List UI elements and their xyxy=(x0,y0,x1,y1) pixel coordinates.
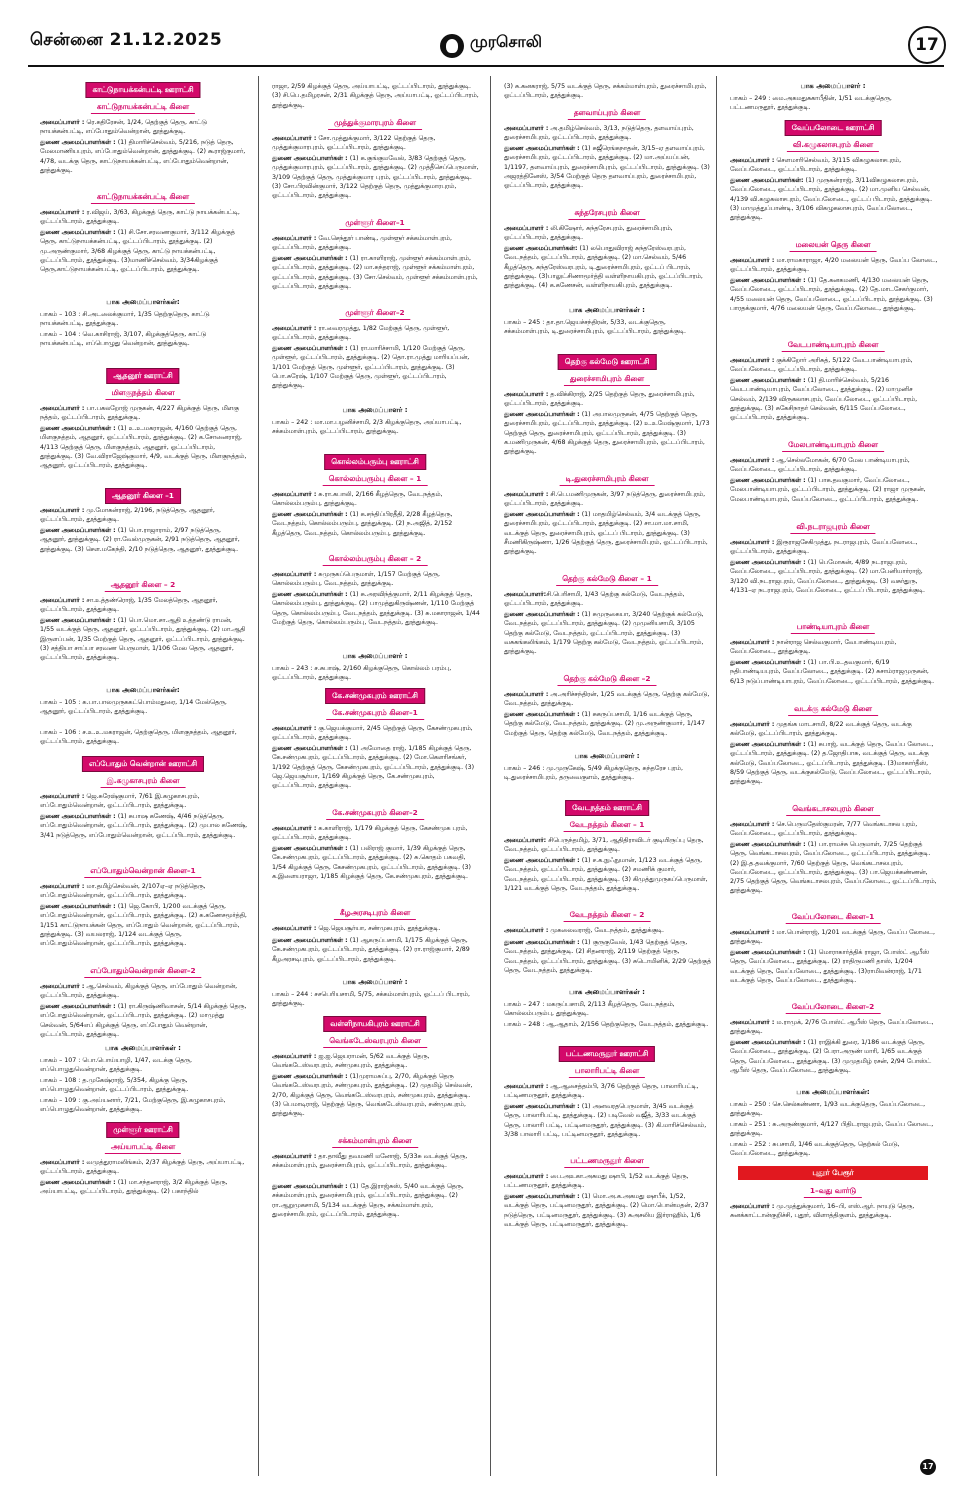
branch-heading: வெங்கடாசலபுரம் கிளை xyxy=(786,802,880,816)
branch-heading: முள்ளூர் கிளை–2 xyxy=(339,306,410,320)
deputy-organizers-entry: துணை அமைப்பாளர்கள் : (1) ராஇக்கி துரை, 1/186 வடக்குத் தெரு, வேப்பலோடை, தூத்துக்குடி. (2) பேரா.அருண் மாரி, 1/65 வடக்குத் தெரு, வேப்பலோடை, தூத்துக்குடி. (3) முமுதமிழ் ரசன், 2/94 போஸ்ட் ஆபீஸ் தெரு, வேப்பலோடை, தூத்துக்குடி. xyxy=(730,1039,931,1074)
branch-heading: காட்டுநாயக்கன்பட்டி கிளை xyxy=(91,100,195,114)
organizer-entry: அமைப்பாளர் : சுமுருகப்பெருமாள், 1/157 மேற்குத் தெரு, கொல்லம்பரும்பு, வேடநத்தம், தூத்துக்குடி. xyxy=(272,571,440,588)
booth-entry: பாகம் – 251 : சு.அருண்குமார், 4/127 பிதிடராஜபுரம், வேப்ப லோடை, தூத்துக்குடி. xyxy=(730,1121,934,1138)
panchayat-heading: பட்டணமருதூர் ஊராட்சி xyxy=(559,1046,655,1062)
deputy-organizers-entry: துணை அமைப்பாளர்கள் : (1) பெமோகன், 4/89 நடராஜபுரம், வேப்பலோடை, ஓட்டப்பிடாரம், தூத்துக்குடி. (2) மா.பேனியார்ராஜ், 3/120 வி.நடராஜபுரம், வேப்பலோடை, தூத்துக்குடி. (3) வசுர்துரு, 4/131–ஏ நடராஜபுரம், வேப்பலோடை, ஓட்டப் பிடாரம், தூத்துக்குடி. xyxy=(730,559,926,594)
organizer-entry: அமைப்பாளர் : வமுத்துராமலிங்கம், 2/37 கிழக்குத் தெரு, அய்யாபட்டி, ஓட்டப்பிடாரம், தூத்துக்குடி. xyxy=(40,1159,245,1176)
masthead xyxy=(0,0,972,62)
deputy-organizers-entry: துணை அமைப்பாளர்கள் : (1) சுமுருகையா, 3/240 தெற்குக் கல்மேடு, வேடநத்தம், ஓட்டப்பிடாரம், தூத்துக்குடி. (2) முமுனியசாமி, 3/105 தெற்கு கல்மேடு, வேடநத்தம், ஓட்டப்பிடாரம், தூத்துக்குடி. (3) வசுகங்கலிங்கம், 1/179 தெற்கு கல்மேடு, வேடநத்தம், ஓட்டப்பிடாரம், தூத்துக்குடி. xyxy=(504,611,704,656)
panchayat-heading: வேப்பலோடை ஊராட்சி xyxy=(785,120,882,136)
deputy-organizers-entry: துணை அமைப்பாளர்கள் : (1) பொ.மொ.சா.ஆதி உத்தண்டு ராமன், 1/55 வடக்குத் தெரு, ஆதனூர், ஓட்டப்பிடாரம், தூத்துக்குடி. (2) மா.ஆதி இருளப்பன், 1/35 மேற்குத் தெரு, ஆதனூர், ஓட்டப்பிடாரம், தூத்துக்குடி. (3) சத்தியா சாப்பா சரவண பெருமாள், 1/106 மேல தெரு, ஆதனூர், ஓட்டப்பிடாரம், தூத்துக்குடி. xyxy=(40,617,246,662)
column-divider xyxy=(490,76,491,1476)
branch-heading: மிளகுநத்தம் கிளை xyxy=(105,386,180,400)
booth-organizers-heading: பாக அமைப்பாளர் : xyxy=(342,652,408,660)
organizer-entry: அமைப்பாளர் : முதங்க மாடசாமி, 8/22 வடக்குத் தெரு, வடக்கு கல்மேடு, ஓட்டப்பிடாரம், தூத்துக்குடி. xyxy=(730,721,912,738)
organizer-entry: அமைப்பாளர் : சௌமாரிசெல்வம், 3/115 விகழுகலாசபுரம், வேப்பலோடை, ஓட்டப்பிடாரம், தூத்துக்குடி. xyxy=(730,157,902,174)
panchayat-heading: தெற்கு கல்மேடு ஊராட்சி xyxy=(558,354,657,370)
deputy-organizers-entry: துணை அமைப்பாளர்கள்: (1) லபொதுவிராஜ் சுந்தரேஸ்வரபுரம், வேடநத்தம், ஓட்டப்பிடாரம், தூத்துக்குடி. (2) மா.செல்வம், 5/46 கீழத்தெரு, சுந்தரேஸ்வரபுரம், டி.துரைச்சாமிபுரம், ஓட்டப் பிடாரம், தூத்துக்குடி. (3)பாலுட்சிணாமூர்த்தி வள்ளிநாயகிபுரம், ஓட்டப்பிடாரம், தூத்துக்குடி. (4) க.கணேசன், வள்ளிநாயகிபுரம், தூத்துக்குடி. xyxy=(504,245,703,290)
booth-organizers-heading: பாக அமைப்பாளர்கள்: xyxy=(796,1088,870,1096)
booth-entry: பாகம் – 248 : ஆ.ஆதாம், 2/156 தெற்குதெரு, வேடநத்தம், தூத்துக்குடி. xyxy=(504,1021,709,1028)
branch-heading: கொல்லம்பரும்பு கிளை – 2 xyxy=(323,552,428,566)
branch-heading: கொல்லம்பரும்பு கிளை – 1 xyxy=(323,472,428,486)
column-4 xyxy=(720,76,946,1476)
deputy-organizers-entry: துணை அமைப்பாளர்கள் : (1) ரா.மாரிச்சாமி, 1/120 மேற்குத் தெரு, முள்ளூர், ஓட்டப்பிடாரம், தூத்துக்குடி. (2) தொ.ரா.முத்து மாரியப்பன், 1/101 மேற்குத் தெரு, முள்ளூர், ஓட்டப்பிடாரம், தூத்துக்குடி. (3) பொ.சுரேஷ், 1/107 மேற்குத் தெரு, முள்ளூர், ஓட்டப்பிடாரம், தூத்துக்குடி. xyxy=(272,345,470,390)
booth-entry: பாகம் – 247 : மகருப்பசாமி, 2/113 கீழத்தெரு, வேடநத்தம், கொல்லம்பரும்பு, தூத்துக்குடி. xyxy=(504,1001,675,1018)
deputy-organizers-entry: துணை அமைப்பாளர்கள் : (1) க.சந்திப்பிரதீதி, 2/28 கீழத்தெரு, வேடநத்தம், கொல்லம்பரும்பு, தூத்துக்குடி. (2) ந.அஜித், 2/152 கீழத்தெரு, வேடநத்தம், கொல்லம்பரும்பு, தூத்துக்குடி. xyxy=(272,511,453,537)
column-3 xyxy=(494,76,720,1476)
branch-heading: வேடநத்தம் கிளை – 1 xyxy=(564,818,651,832)
organizer-entry: அமைப்பாளர் : பை.அஉகா.அசுமது ஷாபி, 1/52 வடக்குத் தெரு, பட்டணமருதூர், தூத்துக்குடி. xyxy=(504,1173,689,1190)
booth-entry: பாகம் – 106 : ச.உ.உ.மகராஜன், தெற்குதெரு, மிளகுநத்தம், ஆதனூர், ஓட்டப்பிடாரம், தூத்துக்குடி. xyxy=(40,729,237,746)
panchayat-heading: முள்ளூர் ஊராட்சி xyxy=(106,1122,179,1138)
organizer-entry: அமைப்பாளர் : முகலைவராஜ், வேடநத்தம், தூத்துக்குடி. xyxy=(504,927,665,934)
branch-heading: அய்யாபட்டி கிளை xyxy=(105,1140,181,1154)
deputy-organizers-entry: துணை அமைப்பாளர்கள் : (1) அபாலமுருகன், 4/75 தெற்குத் தெரு, துரைச்சாமிபுரம், ஓட்டப்பிடாரம், தூத்துக்குடி. (2) உ.உமேஷ்குமார், 1/73 தெற்குத் தெரு, துரைச்சாமிபுரம், ஓட்டப்பிடாரம், தூத்துக்குடி. (3) க.மணிமுருகன், 4/68 கிழக்குத் தெரு, துரைச்சாமிபுரம், ஓட்டப்பிடாரம், தூத்துக்குடி. xyxy=(504,411,710,456)
deputy-organizers-entry: துணை அமைப்பாளர்கள் : (1) மா.சந்தனராஜ், 3/2 கிழக்குத் தெரு, அய்யாபட்டி, ஓட்டப்பிடாரம், தூத்துக்குடி. (2) பகாந்தில் xyxy=(40,1179,228,1196)
deputy-organizers-entry: துணை அமைப்பாளர்கள் : (1) குருகுவேல், 1/43 தெற்குத் தெரு, வேடநத்தம், தூத்துக்குடி. (2) சிதனராஜ், 2/119 தெற்குத் தெரு, வேடநத்தம், ஓட்டப்பிடாரம், தூத்துக்குடி. (3) சுடொமினிக், 2/29 தெற்குத் தெரு, வேடநத்தம், தூத்துக்குடி. xyxy=(504,939,712,974)
deputy-organizers-entry: துணை அமைப்பாளர்கள் : (1) தி.மாரிச்செல்வம், 5/216 வெடபாண்டியாபுரம், வேப்பலோடை, தூத்துக்குடி. (2) மாமுனிச செல்வம், 2/139 விருகலாசபுரம், வேப்பலோடை, ஓட்டப்பிடாரம், தூத்துக்குடி. (3) சுகேசிநாதர் செல்வன், 6/115 வேப்பலோடை, ஓட்டப்பிடாரம், தூத்துக்குடி. xyxy=(730,377,918,422)
branch-heading: முத்துக்குமாரபுரம் கிளை xyxy=(328,116,422,130)
organizer-entry: அமைப்பாளர் : கு.ஜெயக்குமார், 2/45 தெற்குத் தெரு, கேசண்முகபுரம், ஓட்டப்பிடாரம், தூத்துக்குடி. xyxy=(272,725,473,742)
deputy-organizers-entry: துணை அமைப்பாளர்கள் : (1) தே.இராஜ்சுஸ், 5/40 வடக்குத் தெரு, சக்கம்மாள்புரம், துரைச்சாமிபுரம், ஓட்டப்பிடாரம், தூத்துக்குடி. (2) ரா.ஆறுமுகசாமி, 5/134 வடக்குத் தெரு, சக்கம்மாள்புரம், துரைச்சாமிபுரம், ஓட்டப்பிடாரம், தூத்துக்குடி. xyxy=(272,1183,464,1218)
rising-sun-logo-icon xyxy=(440,34,464,58)
organizer-entry: அமைப்பாளர் : மா.பொன்ராஜ், 1/201 வடக்குத் தெரு, வேப்ப லோடை, தூத்துக்குடி. xyxy=(730,929,936,946)
booth-organizers-heading: பாக அமைப்பாளர் : xyxy=(342,978,408,986)
organizer-entry: அமைப்பாளர் : த.விக்கிராஜ், 2/25 தெற்குத் தெரு, துரைச்சாமிபுரம், ஓட்டப்பிடாரம், தூத்துக்குடி. xyxy=(504,391,695,408)
organizer-entry: அமைப்பாளர் : ஆ.செல்வம், கிழக்குத் தெரு, எப்போதும் வென்றான், ஓட்டப்பிடாரம், தூத்துக்குடி. xyxy=(40,983,238,1000)
deputy-organizers-entry: துணை அமைப்பாளர்கள்: (1) முருகன்ராஜ், 3/11விகழுகலாசபுரம், வேப்பலோடை, ஓட்டப்பிடாரம், தூத்துக்குடி. (2) மா.முனிய செல்வன், 4/139 வி.கழுகலாசபுரம், வேப்பலோடை, ஓட்டப் பிடாரம், தூத்துக்குடி. (3) மாமுத்துப்பாண்டி, 3/106 விகழுகலாசபுரம், வேப்பலோடை, தூத்துக்குடி. xyxy=(730,177,933,222)
booth-entry: பாகம் – 243 : ச.சுபாஷ், 2/160 கிழக்குதெரு, கொல்லம் பரம்பு, ஓட்டப்பிடாரம், தூத்துக்குடி. xyxy=(272,665,452,682)
panchayat-heading: ஆதனூர் ஊராட்சி xyxy=(106,368,179,384)
deputy-organizers-entry: துணை அமைப்பாளர்கள் : (1) ரா.காளிராஜ், முள்ளூர் சக்கம்மாள்புரம், ஓட்டப்பிடாரம், தூத்துக்குடி. (2) மா.சுந்தராஜ், முள்ளூர் சக்கம்மாள்புரம், ஓட்டப்பிடாரம், தூத்துக்குடி. (3) சோ.செல்வம், முள்ளூர் சக்கம்மாள்புரம், ஓட்டப்பிடாரம், தூத்துக்குடி. xyxy=(272,255,478,290)
branch-heading: தெற்கு கல்மேடு கிளை – 1 xyxy=(556,572,658,586)
deputy-organizers-entry: துணை அமைப்பாளர்கள் : (1) மாதமிழ்செல்வம், 3/4 வடக்குத் தெரு, துரைச்சாமிபுரம், ஓட்டப்பிடாரம், தூத்துக்குடி. (2) சா.மா.மா.சாமி, வடக்குத் தெரு, துரைச்சாமிபுரம், ஓட்டப் பிடாரம், தூத்துக்குடி. (3) சீமணிகிருஷ்ணா, 1/26 தெற்குத் தெரு, துரைச்சாமிபுரம், ஓட்டப்பிடாரம், தூத்துக்குடி. xyxy=(504,511,708,556)
organizer-entry: அமைப்பாளர் : இரூராஜசேகிமுத்து, நடராஜபுரம், வேப்பலோடை, ஓட்டப்பிடாரம், தூத்துக்குடி. xyxy=(730,539,918,556)
organizer-entry: அமைப்பாளர் : அ.அரிச்சந்திரன், 1/25 வடக்குத் தெரு, தெற்கு கல்மேடு, வேடநத்தம், தூத்துக்குடி. xyxy=(504,691,710,708)
booth-entry: பாகம் – 246 : மு.முருகேஷ், 5/49 கிழக்குதெரு, சுந்தரேச புரம், டி.துரைச்சாமிபுரம், தருவைகுளம், தூத்துக்குடி. xyxy=(504,765,683,782)
booth-organizers-heading: பாக அமைப்பாளர் : xyxy=(800,82,866,90)
organizer-entry: அமைப்பாளர் : மா.ராமகாராஜா, 4/20 மலையன் தெரு, வேப்ப லோடை, ஓட்டப்பிடாரம், தூத்துக்குடி. xyxy=(730,257,938,274)
booth-entry: பாகம் – 245 : தா.தா.ஜெயச்சந்திரன், 5/33, வடக்குதெரு, சக்கம்மாள்புரம், டி.துரைச்சாமிபுரம், ஓட்டப்பிடாரம், தூத்துக்குடி. xyxy=(504,319,686,336)
booth-organizers-heading: பாக அமைப்பாளர் : xyxy=(342,406,408,414)
organizer-entry: அமைப்பாளர் : ஜெ.ஜெயசூர்யா, சண்முகபுரம், தூத்துக்குடி. xyxy=(272,925,441,932)
deputy-organizers-entry: துணை அமைப்பாளர்கள் : (1) க.குங்குமவேல், 3/83 தெற்குத் தெரு, முத்துக்குமாரபுரம், ஓட்டப்பிடாரம், தூத்துக்குடி. (2) முத்தீசெப்பெருமாள், 3/109 தெற்குத் தெரு, முத்துக்குமார புரம், ஓட்டப்பிடாரம், தூத்துக்குடி. (3) சோ.பிரவின்குமார், 3/122 தெற்குத் தெரு, முத்துக்குமாரபுரம், ஓட்டப்பிடாரம், தூத்துக்குடி. xyxy=(272,155,479,200)
booth-organizers-heading: பாக அமைப்பாளர்கள்: xyxy=(106,686,180,694)
organizer-entry: அமைப்பாளர் : சு.ரா.கபாலி, 2/166 கீழத்தெரு, வேடநத்தம், கொல்லம்பரும்பு, தூத்துக்குடி. xyxy=(272,491,443,508)
panchayat-heading: வேடநத்தம் ஊராட்சி xyxy=(565,800,649,816)
organizer-entry: அமைப்பாளர் : ரெ.கதிரேசன், 1/24, தெற்குத் தெரு, காட்டு நாயக்கன்பட்டி, எப்போதும்வென்றான், தூத்துக்குடி. xyxy=(40,119,207,136)
booth-entry: பாகம் – 242 : மா.மா.பழனிச்சாமி, 2/3 கிழக்குதெரு, அய்யாபட்டி, சக்கம்மாள்புரம், ஓட்டப்பிடாரம், தூத்துக்குடி. xyxy=(272,419,462,436)
organizer-entry: அமைப்பாளர் : சா.உத்தண்ரொஜ், 1/35 மேலத்தெரு, ஆதனூர், ஓட்டப்பிடாரம், தூத்துக்குடி. xyxy=(40,597,218,614)
branch-heading: டி.துரைச்சாமிபுரம் கிளை xyxy=(560,472,655,486)
deputy-organizers-entry: துணை அமைப்பாளர்கள் : (1) ரா.கிருஷ்ணிவாசன், 5/14 கிழக்குத் தெரு, எப்போதும்வென்றான், ஓட்டப்பிடாரம், தூத்துக்குடி. (2) மாமுத்து செல்வன், 5/64எப் கிழக்குத் தெரு, எப்போதும் வென்றான், ஓட்டப்பிடாரம், தூத்துக்குடி. xyxy=(40,1003,247,1038)
deputy-organizers-entry: துணை அமைப்பாளர்கள் : (1) ச.க.நுஃநுமான், 1/123 வடக்குத் தெரு, வேடநத்தம், ஓட்டப்பிடாரம், தூத்துக்குடி. (2) சமணிக் குமார், வேடநத்தம், ஓட்டப்பிடாரம், தூத்துக்குடி. (3) கிமுத்துமுருகப்பெருமாள், 1/121 வடக்குத் தெரு, வேடநத்தம், தூத்துக்குடி. xyxy=(504,857,708,892)
booth-organizers-heading: பாக அமைப்பாளர்கள் : xyxy=(569,306,645,314)
panchayat-heading: காட்டுநாயக்கன்பட்டி ஊராட்சி xyxy=(85,82,200,98)
booth-organizers-heading: பாக அமைப்பாளர் : xyxy=(574,752,640,760)
footer-page-number: 17 xyxy=(920,1459,936,1475)
panchayat-heading: கே.சண்முகபுரம் ஊராட்சி xyxy=(325,688,425,704)
deputy-organizers-entry: துணை அமைப்பாளர்கள் : (1) பலிராஜ் குமார், 1/39 கிழக்குத் தெரு, கே.சண்முகபுரம், ஓட்டப்பிடாரம், தூத்துக்குடி. (2) சு.கொதம் பகவதி, 1/54 கிழக்குத் தெரு, கேசண்முகபுரம், ஓட்டப்பிடாரம், தூத்துக்குடி. (3) க.இளையராஜா, 1/185 கிழக்குத் தெரு, கே.சண்முகபுரம், தூத்துக்குடி. xyxy=(272,845,472,880)
deputy-organizers-entry: துணை அமைப்பாளர்கள் : (1) சுபாஷ கணேஷ், 4/46 நடுத்தெரு, எப்போதும்வென்றான், ஓட்டப்பிடாரம், தூத்துக்குடி. (2) முபால கணேஷ், 3/41 நடுத்தெரு, எப்போதும்வென்றான், ஓட்டப்பிடாரம், தூத்துக்குடி. xyxy=(40,813,248,839)
organizer-entry: அமைப்பாளர் : தா.தாவீது தவமணி மனோஜ், 5/33சு வடக்குத் தெரு, சக்கம்மாள்புரம், துரைச்சாமிபுரம், ஓட்டப்பிடாரம், தூத்துக்குடி. xyxy=(272,1153,468,1170)
deputy-organizers-entry: துணை அமைப்பாளர்கள் : (1)முராமசுப்பு, 2/70, கிழக்குத் தெரு வெங்கடேஸ்வரபுரம், சண்முகபுரம், தூத்துக்குடி. (2) முதமிழ் செல்வன், 2/70, கிழக்குத் தெரு, வெங்கடேஸ்வரபுரம், சண்முகபுரம், தூத்துக்குடி. (3) பெமாடிராஜ், தெற்குத் தெரு, வெங்கடேஸ்வரபுரம், சண்முகபுரம், தூத்துக்குடி. xyxy=(272,1073,473,1118)
ward-heading: 1–வது வார்டு xyxy=(804,1184,862,1198)
organizer-entry: அமைப்பாளர் : ரா.வைரமுத்து, 1/82 மேற்குத் தெரு, முள்ளூர், ஓட்டப்பிடாரம், தூத்துக்குடி. xyxy=(272,325,450,342)
deputy-organizers-entry: துணை அமைப்பாளர்கள் : (1) பா.பி.உ.தவகுமார், 6/19 நதிபாண்டியபுரம், வேப்பலோடை, தூத்துக்குடி. (2) சுசாம்ராஜமுருகன், 6/13 நடுப்பாண்டியாபுரம், வேப்பலோடை, ஓட்டப்பிடாரம், தூத்துக்குடி. xyxy=(730,659,935,685)
deputy-organizers-entry: துணை அமைப்பாளர்கள் : (1) சுஜீரெங்கநாதன், 3/15–ஏ தளவாய்புரம், துரைச்சாமிபுரம், ஓட்டப்பிடாரம், தூத்துக்குடி. (2) மா.அய்யப்பன், 1/1197, தளவாய்புரம், துரைச்சாமிபுரம், ஓட்டப்பிடாரம், தூத்துக்குடி. (3) அஜரத்தினேஸ், 3/54 மேற்குத் தெரு தளவாய்புரம், துரைச்சாமிபுரம், ஓட்டப்பிடாரம், தூத்துக்குடி. xyxy=(504,145,710,190)
booth-entry: பாகம் – 109 : கு.அய்யனார், 7/21, மேற்குதெரு, இ.கழுகாசபுரம், எப்பொழுதுவென்றான், தூத்துக்குடி. xyxy=(40,1097,226,1114)
deputy-organizers-entry: துணை அமைப்பாளர்கள் : (1) பாக.தவகுமார், வேப்பலோடை, மேலபாண்டியாபுரம், ஓட்டப்பிடாரம், தூத்துக்குடி. (2) ராஜா முருகன், மேலபாண்டியாபுரம், வேப்பலோடை, ஓட்டப்பிடாரம், தூத்துக்குடி. xyxy=(730,477,926,503)
deputy-organizers-entry: துணை அமைப்பாளர்கள் : (1) அனவரதபெருமாள், 3/45 வடக்குத் தெரு, பாலாரிபட்டி, தூத்துக்குடி. (2) படிவேல் வஜீத், 3/33 வடக்குத் தெரு, பாலாரி பட்டி, பட்டினமருதூர், தூத்துக்குடி. (3) கி.மாரிச்செல்வம், 3/38 பாலாரி பட்டி, பட்டினமருதூர், தூத்துக்குடி. xyxy=(504,1103,707,1138)
organizer-entry: அமைப்பாளர்: சிபெருந்தமிழ், 3/71, ஆதிதிராவிடர் குடியிருப்பு தெரு, வேடநத்தம், ஓட்டப்பிடாரம், தூத்துக்குடி. xyxy=(504,837,704,854)
organizer-entry: அமைப்பாளர் : மு.முத்துக்குமார், 16–பி, எஸ்.ஆர். நாயுடு தெரு, சுனக்காட்டான்குறிச்சி, புதூர், விளாத்திகுளம், தூத்துக்குடி. xyxy=(730,1203,915,1220)
organizer-entry: அமைப்பாளர் : ஐ.ஐ.ஜெயராமன், 5/62 வடக்குத் தெரு, வெங்கடேஸ்வரபுரம், சண்முகபுரம், தூத்துக்குடி. xyxy=(272,1053,430,1070)
booth-entry: பாகம் – 252 : சுபசாமி, 1/46 வடக்குத்தெரு, தெற்கல் மேடு, வேப்பலோடை, தூத்துக்குடி. xyxy=(730,1141,900,1158)
branch-heading: வேப்பலோடை கிளை–2 xyxy=(786,1000,881,1014)
booth-entry: பாகம் – 108 : த.முகேஷ்ராஜ், 5/354, கிழக்கு தெரு, எப்பொழுதுவென்றான், ஓட்டப்பிடாரம், தூத்துக்குடி. xyxy=(40,1077,189,1094)
column-divider xyxy=(258,76,259,1476)
town-panchayat-heading: புதூர் பேரூர் xyxy=(738,1166,928,1180)
organizer-entry: அமைப்பாளர் : அ.தமிழ்செல்வம், 3/13, நடுத்தெரு, தளவாய்புரம், துரைச்சாமிபுரம், ஓட்டப்பிடாரம், தூத்துக்குடி. xyxy=(504,125,694,142)
branch-heading: காட்டுநாயக்கன்பட்டி கிளை xyxy=(91,190,195,204)
panchayat-heading: எப்போதும் வென்றான் ஊராட்சி xyxy=(82,756,204,772)
column-1 xyxy=(30,76,256,1476)
branch-heading: வேடபாண்டியாபுரம் கிளை xyxy=(782,338,885,352)
deputy-organizers-entry: துணை அமைப்பாளர்கள் : (1) சுபாஜ், வடக்குத் தெரு, வேப்ப லோடை, ஓட்டப்பிடாரம், தூத்துக்குடி. (2) த.ஜோதிபாசு, வடக்குத் தெரு, வடக்கு கல்மேடு, வேப்பலோடை, ஓட்டப்பிடாரம், தூத்துக்குடி. (3)மாகார்தீஸ், 8/59 தெற்குத் தெரு, வடக்குகல்மேடு, வேப்பலோடை, ஓட்டப்பிடாரம், தூத்துக்குடி. xyxy=(730,741,934,786)
branch-heading: ஆதனூர் கிளை –1 xyxy=(105,488,181,504)
organizer-entry: அமைப்பாளர் : ஆ.ஆசைத்தம்பி, 3/76 தெற்குத் தெரு, பாலாரிபட்டி, பட்டிணமருதூர், தூத்துக்குடி. xyxy=(504,1083,699,1100)
branch-heading: எப்போதும்வென்றான் கிளை–1 xyxy=(84,864,201,878)
deputy-organizers-entry: துணை அமைப்பாளர்கள் : (1) உ.உ.மகராஜன், 4/160 தெற்குத் தெரு, மிளகுநத்தம், ஆதனூர், ஓட்டப்பிடாரம், தூத்துக்குடி. (2) க.சோனைராஜ், 4/113 தெற்குத் தெரு, மிளகுநத்தம், ஆதனூர், ஓட்டப்பிடாரம், தூத்துக்குடி. (3) வே.விராஜேஷ்குமார், 4/9, வடக்குத் தெரு, மிளகுநத்தம், ஆதனூர், ஓட்டப்பிடாரம், தூத்துக்குடி. xyxy=(40,425,247,470)
booth-organizers-heading: பாக அமைப்பாளர்கள்: xyxy=(106,298,180,306)
branch-heading: தெற்கு கல்மேடு கிளை –2 xyxy=(557,672,656,686)
newspaper-name: முரசொலி xyxy=(470,32,542,51)
organizer-entry: அமைப்பாளர் : நான்ராஜ செல்வகுமார், வேபாண்டியபுரம், வேப்பலோடை, தூத்துக்குடி. xyxy=(730,639,897,656)
organizer-entry: அமைப்பாளர்:சி.பெரிசாமி, 1/43 தெற்கு கல்மேடு, வேடநத்தம், ஓட்டப்பிடாரம், தூத்துக்குடி. xyxy=(504,591,685,608)
deputy-organizers-entry: துணை அமைப்பாளர்கள் : (1) பொ.ராஜாராம், 2/97 நடுத்தெரு, ஆதனூர், தூத்துக்குடி. (2) ரா.வேல்முருகன், 2/91 நடுத்தெரு, ஆதனூர், தூத்துக்குடி. (3) சௌ.மகேந்தி, 2/10 நடுத்தெரு, ஆதனூர், தூத்துக்குடி. xyxy=(40,527,240,553)
organizer-entry: அமைப்பாளர் : ஆ.செல்லமோகன், 6/70 மேல பாண்டியாபுரம், வேப்பலோடை, ஓட்டப்பிடாரம், தூத்துக்குடி. xyxy=(730,457,910,474)
branch-heading: மேலபாண்டியாபுரம் கிளை xyxy=(782,438,884,452)
booth-entry: பாகம் – 250 : செ.செல்கண்ணா, 1/93 வடக்குதெரு, வேப்பலோடை, தூத்துக்குடி. xyxy=(730,1101,926,1118)
organizer-entry: அமைப்பாளர் : ம.ராமுக், 2/76 போஸ்ட் ஆபீஸ் தெரு, வேப்பலோடை, தூத்துக்குடி. xyxy=(730,1019,934,1036)
continued-entry: (3) சு.கனகராஜ், 5/75 வடக்குத் தெரு, சக்கம்மாள்புரம், துரைச்சாமிபுரம், ஓட்டப்பிடாரம், தூத்துக்குடி. xyxy=(504,83,707,100)
deputy-organizers-entry: துணை அமைப்பாளர்கள் : (1) பா.ராமச்சு பெருமாள், 7/25 தெற்குத் தெரு, வெங்கடாசலபுரம், வேப்பலோடை, ஓட்டப்பிடாரம், தூத்துக்குடி. (2) இ.த.தவக்குமார், 7/60 தெற்குத் தெரு, வெங்கடாசலபுரம், வேப்பலோடை, ஓட்டப்பிடாரம், தூத்துக்குடி. (3) பா.ஜெயக்கண்ணன், 2/75 தெற்குத் தெரு, வெங்கடாசலபுரம், வேப்பலோடை, ஓட்டப்பிடாரம், தூத்துக்குடி. xyxy=(730,841,937,895)
branch-heading: கே.சண்முகபுரம் கிளை–2 xyxy=(326,806,424,820)
deputy-organizers-entry: துணை அமைப்பாளர்கள் : (1) ஆகருப்பசாமி, 1/175 கிழக்குத் தெரு, கே.சண்முகபுரம், ஓட்டப்பிடாரம், தூத்துக்குடி. (2) ரா.ராஜ்குமார், 2/89 கீழஅரசடிபுரம், ஓட்டப்பிடாரம், தூத்துக்குடி. xyxy=(272,937,470,963)
continued-entry: ராஜா, 2/59 கிழக்குத் தெரு, அய்யாபட்டி, ஓட்டப்பிடாரம், தூத்துக்குடி. (3) சி.பெ.தமிழரசன், 2/31 கிழக்குத் தெரு, அய்யாபட்டி, ஓட்டப்பிடாரம், தூத்துக்குடி. xyxy=(272,83,479,109)
organizer-entry: அமைப்பாளர் : குக்கிறோர் அரிசுத், 5/122 வேடபாண்டியாபுரம், வேப்பலோடை, ஓட்டப்பிடாரம், தூத்துக்குடி. xyxy=(730,357,913,374)
booth-entry: பாகம் – 105 : க.பா.பாலமுருககட்பொம்மதுரை, 1/14 மேல்தெரு, ஆதனூர், ஓட்டப்பிடாரம், தூத்துக்குடி. xyxy=(40,699,227,716)
booth-entry: பாகம் – 249 : மை.அகமதுசுகாபீதின், 1/51 வடக்குதெரு, பட்டணமருதூர், தூத்துக்குடி. xyxy=(730,95,892,112)
branch-heading: இ.கழுகாசபுரம் கிளை xyxy=(101,774,186,788)
organizer-entry: அமைப்பாளர் : சோ.முத்துக்குமார், 3/122 தெற்குத் தெரு, முத்துக்குமாரபுரம், ஓட்டப்பிடாரம், தூத்துக்குடி. xyxy=(272,135,436,152)
column-2 xyxy=(262,76,488,1476)
deputy-organizers-entry: துணை அமைப்பாளர்கள் : (1) திமாரிச்செல்வம், 5/216, நடுத் தெரு, மேலமாணியபுரம், எப்போதும்வென்றான், தூத்துக்குடி. (2) கூராஜ்குமார், 4/78, வடக்கு தெரு, காட்டுநாயக்கன்பட்டி, எப்போதும்வென்றான், தூத்துக்குடி. xyxy=(40,139,246,174)
branch-heading: கீழஅரசடிபுரம் கிளை xyxy=(334,906,416,920)
branch-heading: வெங்கடேஸ்வரபுரம் கிளை xyxy=(323,1034,427,1048)
booth-entry: பாகம் – 103 : சி.அடலைக்குமார், 1/35 தெற்குதெரு, காட்டு நாயக்கன்பட்டி, தூத்துக்குடி. xyxy=(40,311,210,328)
deputy-organizers-entry: துணை அமைப்பாளர்கள் : (1) சி.சோ.சரவணகுமார், 3/112 கிழக்குத் தெரு, காட்டுநாயக்கன்பட்டி, ஓட்டப்பிடாரம், தூத்துக்குடி. (2) மு.அருண்குமார், 3/68 கிழக்குத் தெரு, காட்டு நாயக்கன்பட்டி, ஓட்டப்பிடாரம், தூத்துக்குடி. (3)மாணிச்செல்வம், 3/34கிழக்குத் தெரு,காட்டுநாயக்கன்பட்டி, ஓட்டப்பிடாரம், தூத்துக்குடி. xyxy=(40,229,235,274)
booth-organizers-heading: பாக அமைப்பாளர்கள் : xyxy=(105,1044,181,1052)
branch-heading: தளவாய்புரம் கிளை xyxy=(568,106,646,120)
branch-heading: மலையன் தெரு கிளை xyxy=(790,238,877,252)
organizer-entry: அமைப்பாளர் : ஜெ.சுரேஷ்குமார், 7/61 இ.கழுகாசபுரம், எப்போதும்வென்றான், ஓட்டப்பிடாரம், தூத்துக்குடி. xyxy=(40,793,200,810)
booth-organizers-heading: பாக அமைப்பாளர்கள் : xyxy=(569,988,645,996)
branch-heading: பட்டணமருதூர் கிளை xyxy=(564,1154,649,1168)
organizer-entry: அமைப்பாளர் : க.காளிராஜ், 1/179 கிழக்குத் தெரு, கேசண்முக புரம், ஓட்டப்பிடாரம், தூத்துக்குடி. xyxy=(272,825,468,842)
deputy-organizers-entry: துணை அமைப்பாளர்கள் : (1) ஜெ.கோபி, 1/200 வடக்குத் தெரு, எப்போதும்வென்றான், ஓட்டப்பிடாரம், தூத்துக்குடி. (2) க.கணேசமூர்த்தி, 1/151 காட்டுநாயக்கன் தெரு, எப்போதும் வென்றான், ஓட்டப்பிடாரம், தூத்துக்குடி. (3) வயலராஜ், 1/124 வடக்குத் தெரு, எப்போதும்வென்றான், ஓட்டப்பிடாரம், தூத்துக்குடி. xyxy=(40,903,247,948)
branch-heading: சுந்தரேசபுரம் கிளை xyxy=(568,206,645,220)
branch-heading: கே.சண்முகபுரம் கிளை–1 xyxy=(326,706,424,720)
branch-heading: துரைச்சாமிபுரம் கிளை xyxy=(564,372,650,386)
branch-heading: வேடநத்தம் கிளை – 2 xyxy=(564,908,651,922)
panchayat-heading: வள்ளிநாயகிபுரம் ஊராட்சி xyxy=(323,1016,426,1032)
branch-heading: பாண்டியாபுரம் கிளை xyxy=(791,620,875,634)
branch-heading: முள்ளூர் கிளை–1 xyxy=(339,216,410,230)
branch-heading: பாலாரிபட்டி கிளை xyxy=(569,1064,645,1078)
page-number-badge: 17 xyxy=(908,26,946,64)
branch-heading: ஆதனூர் கிளை – 2 xyxy=(105,578,181,592)
branch-heading: வி.நடராஜபுரம் கிளை xyxy=(790,520,875,534)
organizer-entry: அமைப்பாளர் : ர.விஜய், 3/63, கிழக்குத் தெரு, காட்டு நாயக்கன்பட்டி, ஓட்டப்பிடாரம், தூத்துக்குடி. xyxy=(40,209,240,226)
organizer-entry: அமைப்பாளர் : மு.மோகன்ராஜ், 2/196, நடுத்தெரு, ஆதனூர், ஓட்டப்பிடாரம், தூத்துக்குடி. xyxy=(40,507,215,524)
masthead-date: சென்னை 21.12.2025 xyxy=(30,30,223,50)
masthead-rule xyxy=(28,65,944,67)
panchayat-heading: கொல்லம்பரும்பு ஊராட்சி xyxy=(324,454,426,470)
booth-entry: பாகம் – 104 : வெ.காசிராஜ், 3/107, கிழக்குத்தெரு, காட்டு நாயக்கன்பட்டி, எப்பொழுது வென்றான், தூத்துக்குடி. xyxy=(40,331,207,348)
deputy-organizers-entry: துணை அமைப்பாளர்கள் : (1) மொராகார்த்திக் ராஜா, போஸ்ட் ஆபீஸ் தெரு, வேப்பலோடை, தூத்துக்குடி. (2) ராதிருமணி தாஸ், 1/204 வடக்குத் தெரு, வேப்பலோடை, தூத்துக்குடி. (3)ராமிவன்ராஜ், 1/71 வடக்குத் தெரு, வேப்பலோடை, தூத்துக்குடி. xyxy=(730,949,930,984)
deputy-organizers-entry: துணை அமைப்பாளர்கள் : (1) அமோதை ராஜ், 1/185 கிழக்குத் தெரு, கே.சண்முகபுரம், ஓட்டப்பிடாரம், தூத்துக்குடி. (2) மோ.கௌரிசங்கர், 1/192 தெற்குத் தெரு, கேசண்முகபுரம், ஓட்டப்பிடாரம், தூத்துக்குடி. (3) ஜெ.ஜெயசூர்யா, 1/169 கிழக்குத் தெரு, கே.சண்முகபுரம், ஓட்டப்பிடாரம், தூத்துக்குடி. xyxy=(272,745,475,790)
booth-entry: பாகம் – 107 : பொ.பொய்யாழி, 1/47, வடக்கு தெரு, எப்பொழுதுவென்றான், தூத்துக்குடி. xyxy=(40,1057,193,1074)
organizer-entry: அமைப்பாளர் : செ.பெருமதேஸ்குமரன், 7/77 வெங்கடாசல புரம், வேப்பலோடை, ஓட்டப்பிடாரம், தூத்துக்குடி. xyxy=(730,821,918,838)
branch-heading: எப்போதும்வென்றான் கிளை–2 xyxy=(84,964,201,978)
deputy-organizers-entry: துணை அமைப்பாளர்கள் : (1) தே.கனகமணி, 4/130 மலையன் தெரு, வேப்பலோடை, ஓட்டப்பிடாரம், தூத்துக்குடி. (2) தே.மாடசேகர்குமார், 4/55 மலையன் தெரு, வேப்பலோடை, ஓட்டப்பிடாரம், தூத்துக்குடி. (3) பாரதக்குமார், 4/76 மலையன் தெரு, வேப்பலோடை, தூத்துக்குடி. xyxy=(730,277,933,312)
deputy-organizers-entry: துணை அமைப்பாளர்கள் : (1) மொ.அ.க.அகமது ஷாபீக், 1/52, வடக்குத் தெரு, பட்டினமருதூர், தூத்துக்குடி. (2) மொ.பொன்மதன், 2/37 நடுத்தெரு, பட்டினமருதூர், தூத்துக்குடி. (3) சுஅசலிய இர்ராஹிம், 1/6 வடக்குத் தெரு, பட்டினமருதூர், தூத்துக்குடி. xyxy=(504,1193,709,1228)
branch-heading: வேப்பலோடை கிளை–1 xyxy=(786,910,881,924)
branch-heading: வி.கழுகலாசபுரம் கிளை xyxy=(787,138,879,152)
organizer-entry: அமைப்பாளர் : பா.பகலறோஜ் முருகன், 4/227 கிழக்குத் தெரு, மிளகு நத்தம், ஓட்டப்பிடாரம், தூத்துக்குடி. xyxy=(40,405,239,422)
organizer-entry: அமைப்பாளர் : சி.பெ.மணிமுருகன், 3/97 நடுத்தெரு, துரைச்சாமிபுரம், ஓட்டப்பிடாரம், தூத்துக்குடி. xyxy=(504,491,706,508)
deputy-organizers-entry: துணை அமைப்பாளர்கள் : (1) சு.அரவிந்த்குமார், 2/11 கிழக்குத் தெரு, கொல்லம்பரும்பு, தூத்துக்குடி. (2) பாமுத்துகிருஷ்ணன், 1/110 மேற்குத் தெரு, கொல்லம்பரும்பு, வேடநத்தம், தூத்துக்குடி. (3) சு.மகாராஜன், 1/44 மேற்குத் தெரு, கொல்லம்பரும்பு, வேடநத்தம், தூத்துக்குடி. xyxy=(272,591,480,626)
organizer-entry: அமைப்பாளர் : மா.தமிழ்செல்வன், 2/107ஏ–ஏ நடுத்தெரு, எப்போதும்வென்றான், ஓட்டப்பிடாரம், தூத்துக்குடி. xyxy=(40,883,206,900)
organizer-entry: அமைப்பாளர் : வே.செந்தூர் பாண்டி, முள்ளூர் சக்கம்மாள்புரம், ஓட்டப்பிடாரம், தூத்துக்குடி. xyxy=(272,235,452,252)
branch-heading: வடக்கு கல்மேடு கிளை xyxy=(788,702,878,716)
branch-heading: சக்கம்மாள்புரம் கிளை xyxy=(332,1134,418,1148)
deputy-organizers-entry: துணை அமைப்பாளர்கள் : (1) சுகருப்பசாமி, 1/16 வடக்குத் தெரு, தெற்கு கல்மேடு, வேடநத்தம், தூத்துக்குடி. (2) மு.அருண்குமார், 1/147 மேற்குத் தெரு, தெற்கு கல்மேடு, வேடநத்தம், தூத்துக்குடி. xyxy=(504,711,706,737)
booth-entry: பாகம் – 244 : சசபெரியசாமி, 5/75, சக்கம்மாள்புரம், ஓட்டப் பிடாரம், தூத்துக்குடி. xyxy=(272,991,470,1008)
organizer-entry: அமைப்பாளர் : லி.கிஷோர், சுந்தரேசபுரம், துரைச்சாமிபுரம், ஓட்டப்பிடாரம், தூத்துக்குடி. xyxy=(504,225,673,242)
